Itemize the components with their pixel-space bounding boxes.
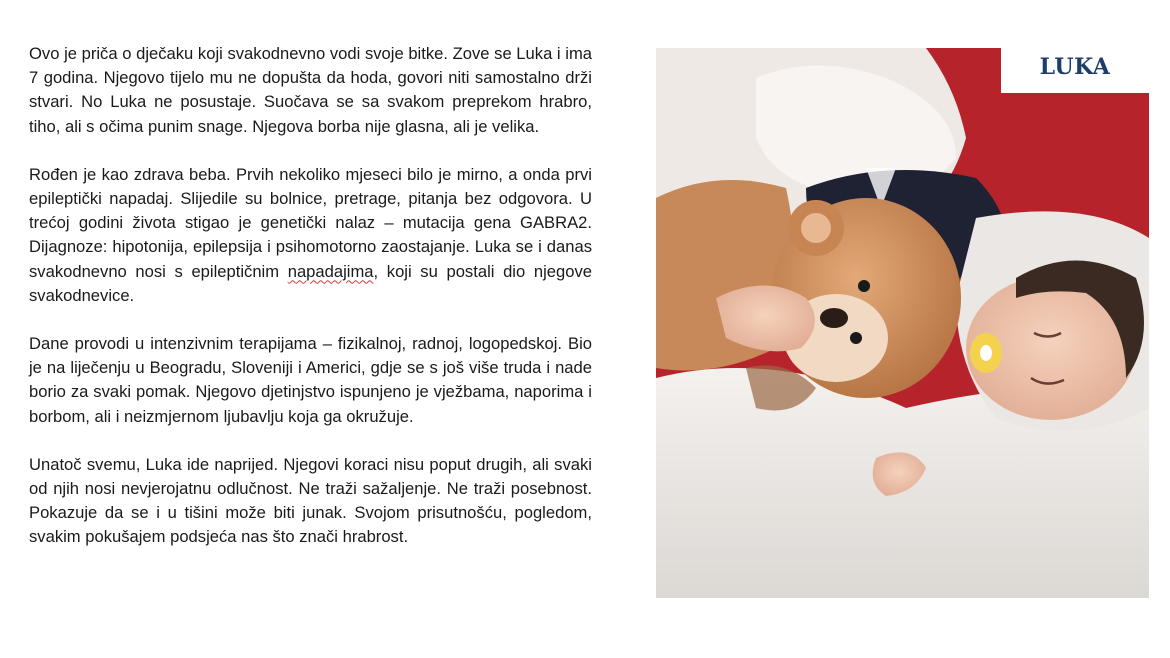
paragraph-2-text: Rođen je kao zdrava beba. Prvih nekoliko mjeseci bilo je mirno, a onda prvi epileptički napadaj. Slijedile su bolnice, pretrage, pitanja bez odgovora. U trećoj godini života stigao je genetički nalaz – mutacija gena GABRA2. Dijagnoze: hipotonija, epilepsija i psihomotorno zaostajanje. Luka se i danas svakodnevno nosi s epileptičnim (29, 164, 592, 281)
name-badge: LUKA (1001, 40, 1149, 93)
spellcheck-flagged-word: napadajima (287, 261, 374, 281)
paragraph-3: Dane provodi u intenzivnim terapijama – fizikalnoj, radnoj, logopedskoj. Bio je na liječenju u Beogradu, Sloveniji i Americi, gdje se s još više truda i nade borio za svaki pomak. Njegovo djetinjstvo ispunjeno je vježbama, naporima i borbom, ali i neizmjernom ljubavlju koja ga okružuje. (29, 334, 592, 426)
paragraph-2-tail: , koji su postali dio njegove svakodnevice. (29, 261, 592, 305)
article-text (29, 42, 592, 574)
paragraph-4: Unatoč svemu, Luka ide naprijed. Njegovi koraci nisu poput drugih, ali svaki od njih nosi nevjerojatnu odlučnost. Ne traži sažaljenje. Ne traži posebnost. Pokazuje da se i u tišini može biti junak. Svojom prisutnošću, pogledom, svakim pokušajem podsjeća nas što znači hrabrost. (29, 454, 592, 547)
photo-boy-with-teddy-bear (656, 48, 1149, 598)
paragraph-2 (29, 163, 592, 308)
paragraph-1: Ovo je priča o dječaku koji svakodnevno vodi svoje bitke. Zove se Luka i ima 7 godina. Njegovo tijelo mu ne dopušta da hoda, govori niti samostalno drži stvari. No Luka ne posustaje. Suočava se sa svakom preprekom hrabro, tiho, ali s očima punim snage. Njegova borba nije glasna, ali je velika. (29, 44, 592, 136)
